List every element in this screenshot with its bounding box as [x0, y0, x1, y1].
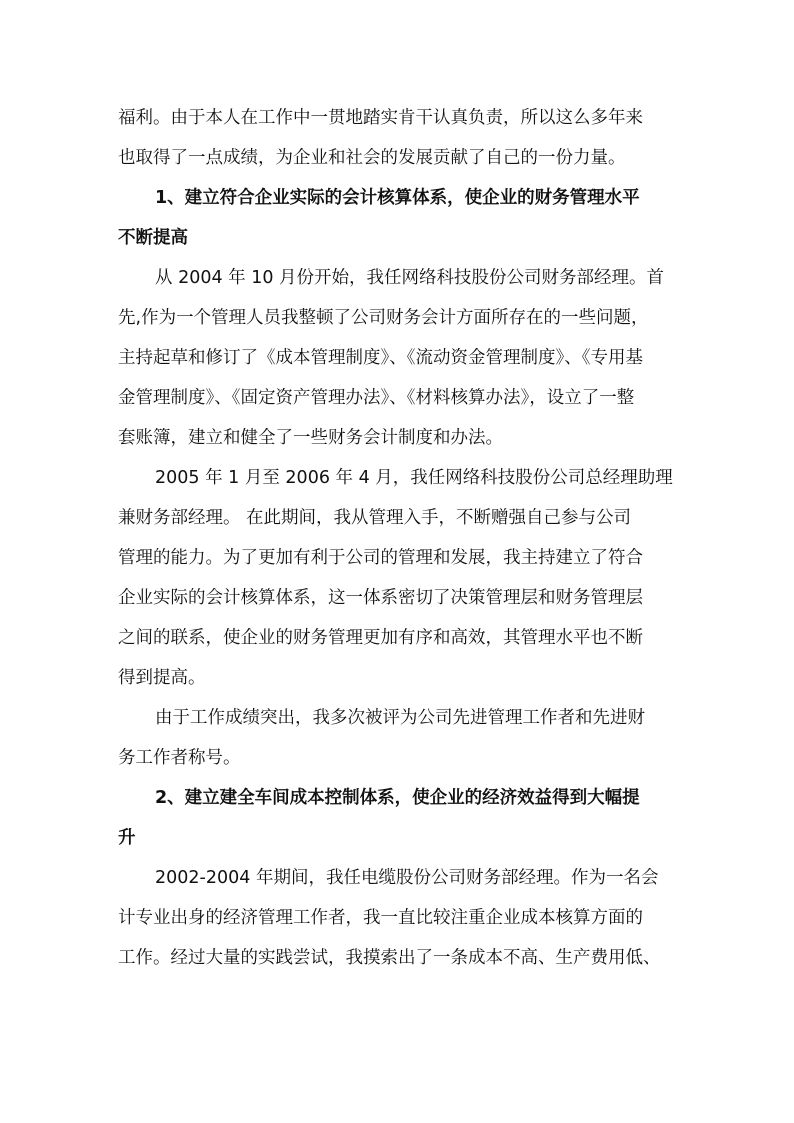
paragraph-line: 务工作者称号。: [118, 748, 241, 768]
paragraph-line: 兼财务部经理。 在此期间，我从管理入手，不断赠强自己参与公司: [118, 508, 632, 528]
document-body: [118, 98, 678, 978]
paragraph-line: 主持起草和修订了《成本管理制度》、《流动资金管理制度》、《专用基: [118, 348, 643, 368]
paragraph-line: 之间的联系，使企业的财务管理更加有序和高效，其管理水平也不断: [118, 628, 643, 648]
paragraph-line: 管理的能力。为了更加有利于公司的管理和发展，我主持建立了符合: [118, 548, 643, 568]
paragraph-line: 由于工作成绩突出，我多次被评为公司先进管理工作者和先进财: [155, 708, 645, 728]
paragraph-line: 2002-2004 年期间，我任电缆股份公司财务部经理。作为一名会: [155, 868, 659, 888]
section-heading: 不断提高: [118, 228, 188, 248]
paragraph-line: 也取得了一点成绩，为企业和社会的发展贡献了自己的一份力量。: [118, 148, 626, 168]
section-heading: 2、建立建全车间成本控制体系，使企业的经济效益得到大幅提: [155, 788, 640, 808]
paragraph-line: 从 2004 年 10 月份开始，我任网络科技股份公司财务部经理。首: [155, 268, 665, 288]
paragraph-line: 先,作为一个管理人员我整顿了公司财务会计方面所存在的一些问题，: [118, 308, 649, 328]
paragraph-line: 计专业出身的经济管理工作者，我一直比较注重企业成本核算方面的: [118, 908, 643, 928]
paragraph-line: 2005 年 1 月至 2006 年 4 月，我任网络科技股份公司总经理助理: [155, 468, 673, 488]
paragraph-line: 得到提高。: [118, 668, 206, 688]
paragraph-line: 企业实际的会计核算体系，这一体系密切了决策管理层和财务管理层: [118, 588, 643, 608]
paragraph-line: 福利。由于本人在工作中一贯地踏实肯干认真负责，所以这么多年来: [118, 108, 643, 128]
paragraph-line: 金管理制度》、《固定资产管理办法》、《材料核算办法》，设立了一整: [118, 388, 635, 408]
section-heading: 升: [118, 828, 136, 848]
section-heading: 1、建立符合企业实际的会计核算体系，使企业的财务管理水平: [155, 188, 640, 208]
paragraph-line: 套账簿，建立和健全了一些财务会计制度和办法。: [118, 428, 503, 448]
paragraph-line: 工作。经过大量的实践尝试，我摸索出了一条成本不高、生产费用低、: [118, 948, 661, 968]
